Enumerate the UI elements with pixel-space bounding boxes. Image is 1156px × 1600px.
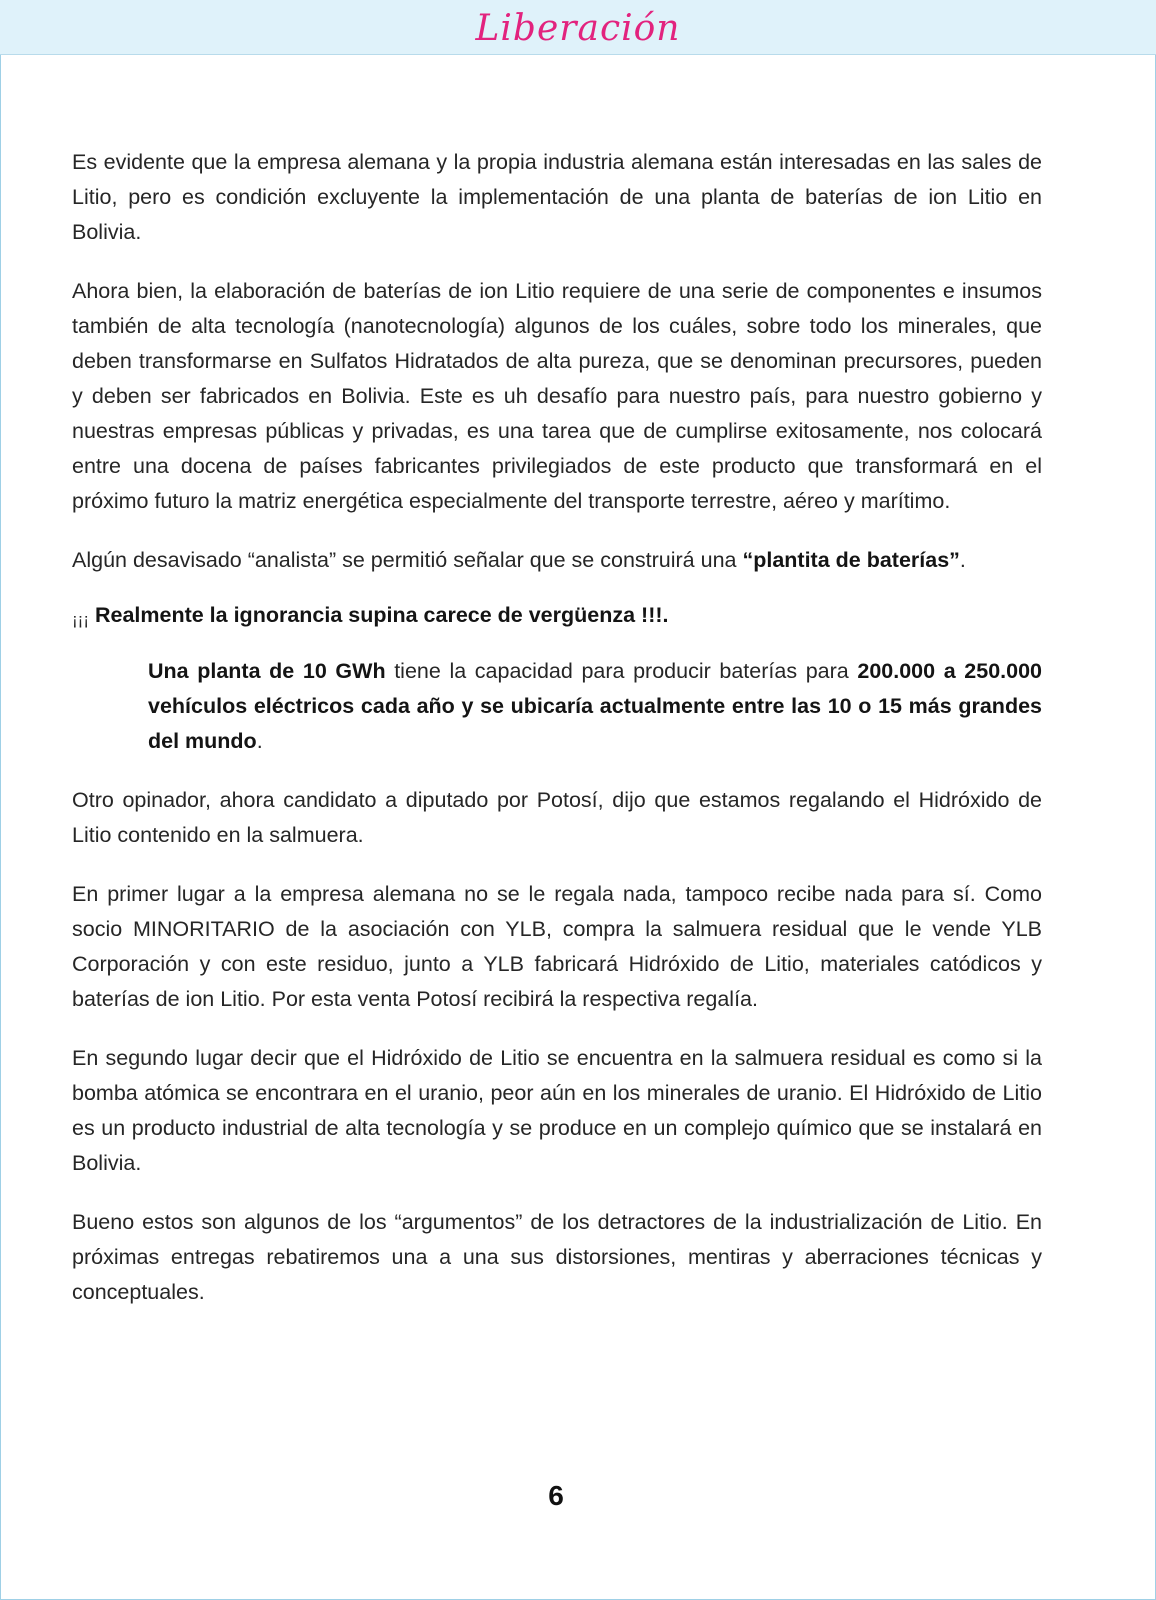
article-body: [72, 145, 1042, 1334]
paragraph-7: En segundo lugar decir que el Hidróxido de Litio se encuentra en la salmuera residual es como si la bomba atómica se encontrara en el uranio, peor aún en los minerales de uranio. El Hidróxido de Litio es un producto industrial de alta tecnología y se produce en un complejo químico que se instalará en Bolivia.: [72, 1046, 1042, 1175]
quote-bold-2: 200.000 a 250.000 vehículos eléctricos cada año y se ubicaría actualmente entre las 10 o 15 más grandes del mundo: [148, 659, 1042, 753]
paragraph-3-end: .: [959, 548, 966, 572]
paragraph-3-bold: “plantita de baterías”: [742, 548, 960, 572]
block-quote: [148, 654, 1042, 759]
paragraph-8: Bueno estos son algunos de los “argumentos” de los detractores de la industrialización de Litio. En próximas entregas rebatiremos una a una sus distorsiones, mentiras y aberraciones técnicas y conceptuales.: [72, 1210, 1042, 1304]
paragraph-1: Es evidente que la empresa alemana y la propia industria alemana están interesadas en las sales de Litio, pero es condición excluyente la implementación de una planta de baterías de ion Litio en Bolivia.: [72, 150, 1042, 244]
page-number: 6: [548, 1480, 564, 1511]
quote-text-1: tiene la capacidad para producir baterías para: [385, 659, 858, 683]
paragraph-2: Ahora bien, la elaboración de baterías de ion Litio requiere de una serie de componentes e insumos también de alta tecnología (nanotecnología) algunos de los cuáles, sobre todo los minerales, que deben transformarse en Sulfatos Hidratados de alta pureza, que se denominan precursores, pueden y deben ser fabricados en Bolivia. Este es uh desafío para nuestro país, para nuestro gobierno y nuestras empresas públicas y privadas, es una tarea que de cumplirse exitosamente, nos colocará entre una docena de países fabricantes privilegiados de este producto que transformará en el próximo futuro la matriz energética especialmente del transporte terrestre, aéreo y marítimo.: [72, 279, 1042, 513]
paragraph-3: [72, 543, 1042, 578]
inverted-exclamation-mark: ¡¡¡: [72, 610, 89, 629]
paragraph-4: [72, 598, 1042, 634]
header-band: [0, 0, 1156, 55]
paragraph-4-bold: Realmente la ignorancia supina carece de vergüenza !!!.: [94, 603, 669, 627]
paragraph-3-text: Algún desavisado “analista” se permitió señalar que se construirá una: [72, 548, 743, 572]
paragraph-6: En primer lugar a la empresa alemana no se le regala nada, tampoco recibe nada para sí. Como socio MINORITARIO de la asociación con YLB, compra la salmuera residual que le vende YLB Corporación y con este residuo, junto a YLB fabricará Hidróxido de Litio, materiales catódicos y baterías de ion Litio. Por esta venta Potosí recibirá la respectiva regalía.: [72, 882, 1042, 1011]
quote-bold-1: Una planta de 10 GWh: [148, 659, 386, 683]
quote-end: .: [256, 729, 263, 753]
page-title: Liberación: [475, 8, 681, 49]
paragraph-5: Otro opinador, ahora candidato a diputado por Potosí, dijo que estamos regalando el Hidróxido de Litio contenido en la salmuera.: [72, 788, 1042, 847]
